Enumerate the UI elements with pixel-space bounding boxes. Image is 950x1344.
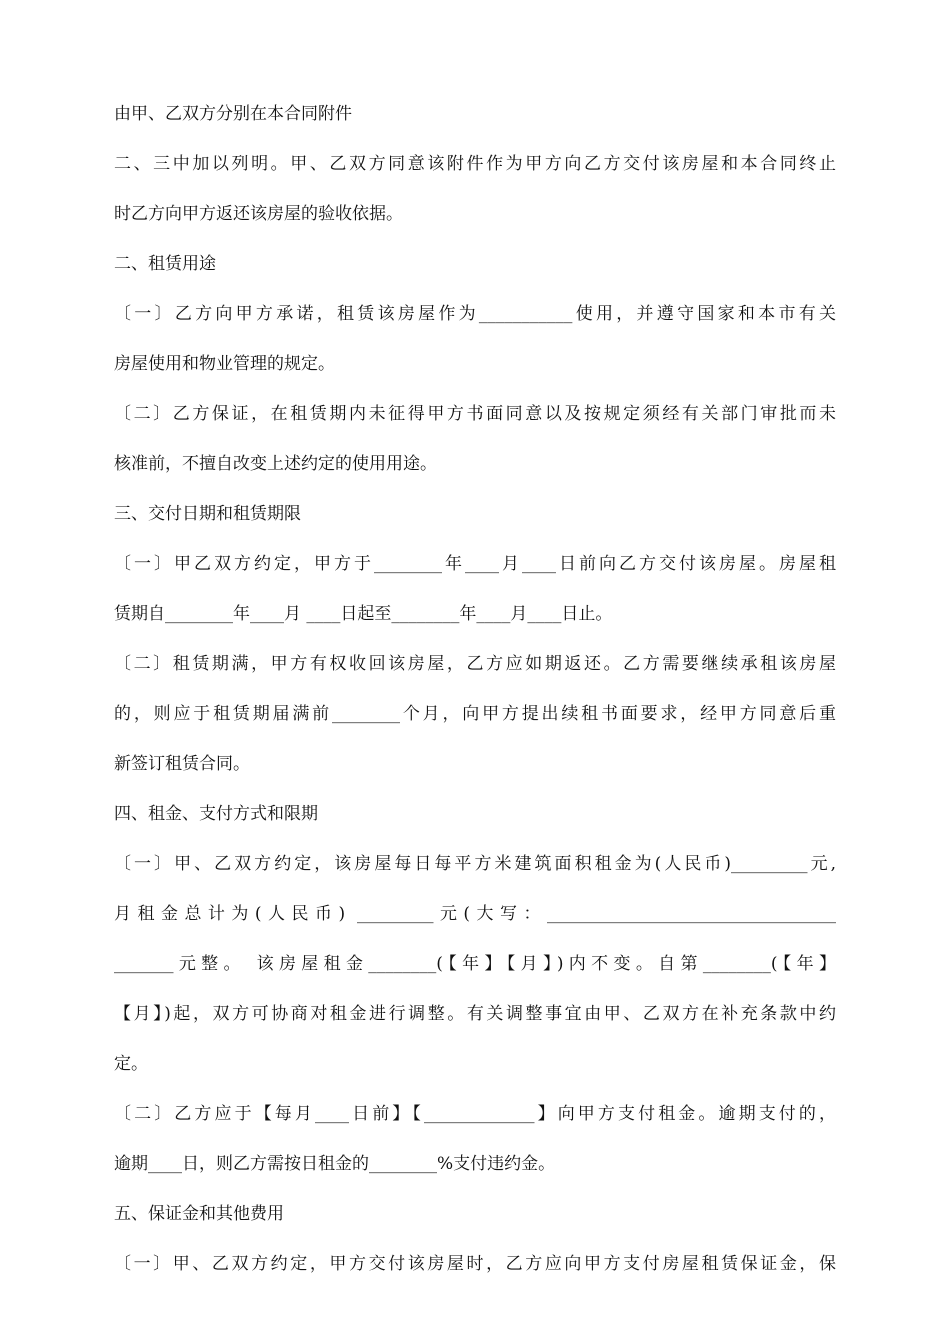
text-line: 月租金总计为(人民币) _________元(大写：__________________________________ bbox=[114, 904, 836, 924]
text-line: 赁期自________年____月 ____日起至________年____月____日止。 bbox=[114, 604, 613, 624]
text-line: 〔一〕乙方向甲方承诺，租赁该房屋作为___________使用，并遵守国家和本市有关 bbox=[114, 304, 836, 324]
section-heading: 三、交付日期和租赁期限 bbox=[114, 504, 301, 524]
section-heading: 四、租金、支付方式和限期 bbox=[114, 804, 318, 824]
text-line: 【月】)起，双方可协商对租金进行调整。有关调整事宜由甲、乙双方在补充条款中约 bbox=[114, 1004, 836, 1024]
text-line: 定。 bbox=[114, 1054, 148, 1074]
section-heading: 二、租赁用途 bbox=[114, 254, 216, 274]
text-line: 时乙方向甲方返还该房屋的验收依据。 bbox=[114, 204, 403, 224]
text-line: 由甲、乙双方分别在本合同附件 bbox=[114, 104, 352, 124]
text-line: 二、三中加以列明。甲、乙双方同意该附件作为甲方向乙方交付该房屋和本合同终止 bbox=[114, 154, 836, 174]
text-line: 逾期____日，则乙方需按日租金的________%支付违约金。 bbox=[114, 1154, 556, 1174]
text-line: 〔一〕甲、乙双方约定，甲方交付该房屋时，乙方应向甲方支付房屋租赁保证金，保 bbox=[114, 1254, 836, 1274]
section-heading: 五、保证金和其他费用 bbox=[114, 1204, 284, 1224]
text-line: 核准前，不擅自改变上述约定的使用用途。 bbox=[114, 454, 437, 474]
text-line: 〔一〕甲、乙双方约定，该房屋每日每平方米建筑面积租金为(人民币)_________元, bbox=[114, 854, 836, 874]
text-line: 〔一〕甲乙双方约定，甲方于________年____月____日前向乙方交付该房屋。房屋租 bbox=[114, 554, 836, 574]
text-line: 的，则应于租赁期届满前________个月，向甲方提出续租书面要求，经甲方同意后重 bbox=[114, 704, 836, 724]
text-line: 〔二〕租赁期满，甲方有权收回该房屋，乙方应如期返还。乙方需要继续承租该房屋 bbox=[114, 654, 836, 674]
text-line: 〔二〕乙方保证，在租赁期内未征得甲方书面同意以及按规定须经有关部门审批而未 bbox=[114, 404, 836, 424]
text-line: 〔二〕乙方应于【每月____日前】【_____________】向甲方支付租金。逾期支付的， bbox=[114, 1104, 836, 1124]
text-line: _______元整。 该房屋租金________(【年】【月】)内不变。自第________(【年】 bbox=[114, 954, 836, 974]
text-line: 房屋使用和物业管理的规定。 bbox=[114, 354, 335, 374]
text-line: 新签订租赁合同。 bbox=[114, 754, 250, 774]
